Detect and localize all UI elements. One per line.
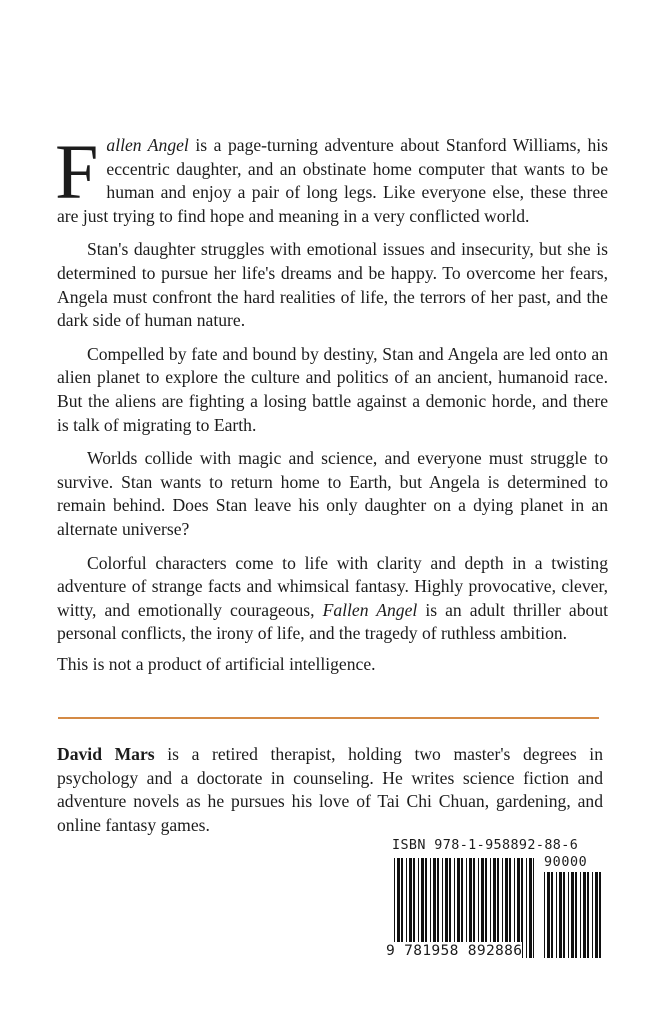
addon-bar-8 [575,872,577,958]
book-title: allen Angel [106,135,189,155]
addon-bar-11 [587,872,589,958]
addon-bar-7 [571,872,574,958]
addon-bar-12 [592,872,593,958]
addon-bar-10 [583,872,586,958]
addon-bar-6 [568,872,569,958]
blurb-paragraph-2: Stan's daughter struggles with emotional issues and insecurity, but she is determined to pursue her life's dreams and be happy. To overcome her fears, Angela must confront the hard realities of life, the terrors of her past, and the dark side of human nature. [57,239,608,331]
ean-bar-35 [533,858,534,958]
addon-bar-13 [595,872,598,958]
blurb-paragraph-3: Compelled by fate and bound by destiny, Stan and Angela are led onto an alien planet to explore the culture and politics of an ancient, humanoid race. But the aliens are fighting a losing battle against a demonic horde, and there is talk of migrating to Earth. [57,343,608,435]
addon-bar-14 [599,872,601,958]
author-name: David Mars [57,744,155,764]
ean-bar-34 [529,858,532,958]
addon-bar-1 [547,872,550,958]
addon-bar-9 [580,872,581,958]
drop-cap: F [55,128,99,215]
isbn-barcode [384,836,606,966]
book-title: Fallen Angel [322,599,418,620]
addon-bar-3 [556,872,557,958]
book-blurb [55,128,608,656]
addon-bar-4 [559,872,562,958]
ai-disclaimer: This is not a product of artificial intelligence. [57,654,376,674]
addon-bar-5 [563,872,565,958]
price-addon-number: 90000 [544,855,588,870]
author-bio: David Mars is a retired therapist, holding two master's degrees in psychology and a doctorate in counseling. He writes science fiction and adventure novels as he pursues his love of Tai Chi Chuan, gardening, and online fantasy games. [57,744,603,835]
addon-bar-2 [551,872,553,958]
ean-bar-33 [526,858,527,958]
section-divider [58,717,599,719]
ean-number: 9 781958 892886 [386,942,523,959]
blurb-paragraph-5: Colorful characters come to life with clarity and depth in a twisting adventure of strange facts and whimsical fantasy. Highly provocative, clever, witty, and emotionally courageous, Fallen Angel is an adult thriller about personal conflicts, the irony of life, and the tragedy of ruthless ambition. [57,552,608,644]
isbn-number: ISBN 978-1-958892-88-6 [392,838,579,853]
blurb-paragraph-4: Worlds collide with magic and science, and everyone must struggle to survive. Stan wants to return home to Earth, but Angela is determined to remain behind. Does Stan leave his only daughter on a dying planet in an alternate universe? [57,448,608,539]
blurb-paragraph-1: Fallen Angel is a page-turning adventure about Stanford Williams, his eccentric daughter, and an obstinate home computer that wants to be human and enjoy a pair of long legs. Like everyone else, these three are just trying to find hope and meaning in a very conflicted world. [55,128,608,226]
addon-bar-0 [544,872,545,958]
